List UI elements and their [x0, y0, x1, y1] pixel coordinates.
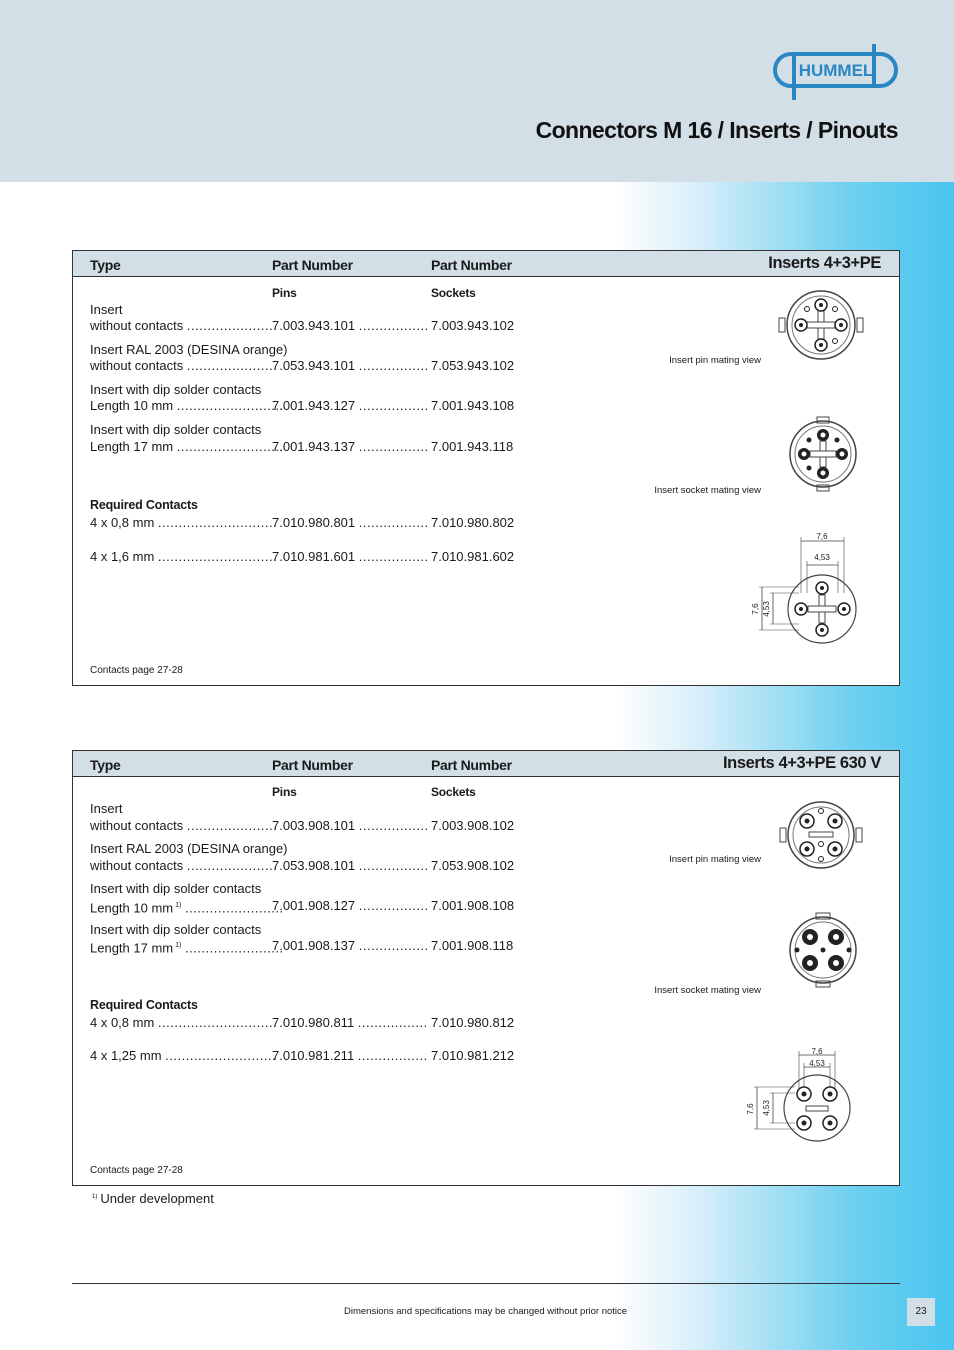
- row-label-line1: Insert: [90, 302, 123, 317]
- pins-part-number: 7.001.943.127: [272, 398, 356, 413]
- sockets-part-number: 7.010.980.802: [431, 515, 515, 530]
- col-header-part-number-sockets: Part Number: [431, 257, 512, 273]
- row-label: Length 17 mm: [90, 940, 174, 956]
- insert-dimension-drawing-icon: [745, 1045, 861, 1159]
- dim-outer-width: 7,6: [811, 1047, 823, 1056]
- row-label-line1: Insert: [90, 801, 123, 816]
- sockets-part-number: 7.001.943.118: [431, 439, 514, 454]
- footnote-ref: 1): [175, 902, 182, 909]
- dim-outer-height: 7,6: [751, 603, 760, 615]
- footnote-ref: 1): [175, 942, 182, 949]
- page-header: [0, 0, 954, 182]
- row-label: Length 17 mm: [90, 439, 174, 454]
- pins-part-number: 7.010.980.811: [272, 1015, 355, 1030]
- row-label-line1: Insert with dip solder contacts: [90, 881, 262, 896]
- contact-label: 4 x 0,8 mm: [90, 515, 155, 530]
- pin-view-caption: Insert pin mating view: [669, 355, 761, 366]
- col-header-part-number-pins: Part Number: [272, 757, 353, 773]
- sockets-part-number: 7.001.943.108: [431, 398, 515, 413]
- pins-part-number: 7.003.908.101: [272, 818, 356, 833]
- inserts-panel-2: Type Part Number Part Number Inserts 4+3+PE 630 V Pins Sockets Insert without contacts ...................... 7.003.908.101 ................. 7.003.908.102 Insert RAL 2003 (DESINA orange) without contacts ...................... 7.053.908.101 ................. 7.053.908.102 Insert with dip solder contacts Length 10 mm $^{1)}$ ........................ 7.001.908.127 ................. 7.001.908.108 Insert with dip solder contacts Length 17 mm $^{1)}$ ........................ 7.001.908.137 ................. 7.001.908.118 Required Contacts 4 x 0,8 mm ............................. 7.010.980.811 ................. 7.010.980.812 4 x 1,25 mm ........................... 7.010.981.211 ................. 7.010.981.212 Contacts page 27-28 Insert pin mating view Insert socket mating view 7,6 4,53 7,6 4,53: [72, 750, 900, 1186]
- contacts-page-note: Contacts page 27-28: [90, 665, 183, 676]
- col-header-type: Type: [90, 257, 121, 273]
- pins-part-number: 7.053.908.101: [272, 858, 356, 873]
- required-contacts-label: Required Contacts: [90, 498, 198, 512]
- col-header-type: Type: [90, 757, 121, 773]
- sockets-part-number: 7.010.981.602: [431, 549, 515, 564]
- footnote-text: Under development: [100, 1191, 214, 1206]
- dim-outer-width: 7,6: [816, 532, 828, 541]
- page-number: 23: [907, 1298, 935, 1326]
- row-label: without contacts: [90, 358, 184, 373]
- pins-part-number: 7.001.943.137: [272, 439, 356, 454]
- sockets-part-number: 7.010.981.212: [431, 1048, 515, 1063]
- pins-part-number: 7.001.908.137: [272, 938, 356, 953]
- row-label: without contacts: [90, 818, 184, 833]
- dim-inner-width: 4,53: [809, 1059, 825, 1068]
- dim-inner-width: 4,53: [814, 553, 830, 562]
- row-label-line1: Insert with dip solder contacts: [90, 922, 262, 937]
- panel-title: Inserts 4+3+PE: [768, 254, 881, 272]
- panel-title: Inserts 4+3+PE 630 V: [722, 754, 881, 772]
- row-label-line1: Insert RAL 2003 (DESINA orange): [90, 841, 288, 856]
- footer-note: Dimensions and specifications may be changed without prior notice: [344, 1306, 628, 1317]
- dim-inner-height: 4,53: [762, 601, 771, 617]
- insert-socket-mating-view-icon: [783, 415, 863, 493]
- row-label: Length 10 mm: [90, 900, 174, 916]
- subheader-sockets: Sockets: [431, 785, 476, 799]
- subheader-pins: Pins: [272, 785, 297, 799]
- pins-part-number: 7.010.981.601: [272, 549, 356, 564]
- subheader-sockets: Sockets: [431, 286, 476, 300]
- row-label-line1: Insert with dip solder contacts: [90, 382, 262, 397]
- pins-part-number: 7.003.943.101: [272, 318, 356, 333]
- pins-part-number: 7.010.981.211: [272, 1048, 355, 1063]
- sockets-part-number: 7.001.908.108: [431, 898, 515, 913]
- row-label: without contacts: [90, 318, 184, 333]
- socket-view-caption: Insert socket mating view: [654, 485, 761, 496]
- sockets-part-number: 7.010.980.812: [431, 1015, 515, 1030]
- sockets-part-number: 7.003.943.102: [431, 318, 515, 333]
- sockets-part-number: 7.053.908.102: [431, 858, 515, 873]
- insert-dimension-drawing-icon: [749, 533, 861, 653]
- subheader-pins: Pins: [272, 286, 297, 300]
- panel-header: [73, 751, 899, 777]
- row-label-line1: Insert RAL 2003 (DESINA orange): [90, 342, 288, 357]
- logo-text: HUMMEL: [798, 61, 874, 80]
- sockets-part-number: 7.003.908.102: [431, 818, 515, 833]
- col-header-part-number-sockets: Part Number: [431, 757, 512, 773]
- dim-inner-height: 4,53: [762, 1100, 771, 1116]
- insert-pin-mating-view-icon: [777, 285, 865, 363]
- contact-label: 4 x 1,25 mm: [90, 1048, 162, 1063]
- page-title: Connectors M 16 / Inserts / Pinouts: [535, 117, 898, 143]
- pins-part-number: 7.053.943.101: [272, 358, 356, 373]
- row-label: without contacts: [90, 858, 184, 873]
- footnote-marker: 1): [92, 1193, 98, 1200]
- pins-part-number: 7.001.908.127: [272, 898, 356, 913]
- inserts-panel-1: Type Part Number Part Number Inserts 4+3+PE Pins Sockets Insert without contacts ...................... 7.003.943.101 ................. 7.003.943.102 Insert RAL 2003 (DESINA orange) without contacts ...................... 7.053.943.101 ................. 7.053.943.102 Insert with dip solder contacts Length 10 mm .......................... 7.001.943.127 ................. 7.001.943.108 Insert with dip solder contacts Length 17 mm .......................... 7.001.943.137 ................. 7.001.943.118 Required Contacts 4 x 0,8 mm ............................. 7.010.980.801 ................. 7.010.980.802 4 x 1,6 mm ............................. 7.010.981.601 ................. 7.010.981.602 Contacts page 27-28 Insert pin mating view Insert socket mating view 7,6 4,53 7,6 4,53: [72, 250, 900, 686]
- insert-socket-mating-view-icon: [783, 911, 863, 989]
- contact-label: 4 x 0,8 mm: [90, 1015, 155, 1030]
- sockets-part-number: 7.053.943.102: [431, 358, 515, 373]
- row-label: Length 10 mm: [90, 398, 174, 413]
- col-header-part-number-pins: Part Number: [272, 257, 353, 273]
- contact-label: 4 x 1,6 mm: [90, 549, 155, 564]
- panel-header: [73, 251, 899, 277]
- required-contacts-label: Required Contacts: [90, 998, 198, 1012]
- dim-outer-height: 7,6: [746, 1103, 755, 1115]
- socket-view-caption: Insert socket mating view: [654, 985, 761, 996]
- footnote: [92, 1191, 214, 1206]
- contacts-page-note: Contacts page 27-28: [90, 1165, 183, 1176]
- hummel-logo-icon: [772, 40, 900, 104]
- sockets-part-number: 7.001.908.118: [431, 938, 514, 953]
- pin-view-caption: Insert pin mating view: [669, 854, 761, 865]
- footer-divider: [72, 1283, 900, 1284]
- row-label-line1: Insert with dip solder contacts: [90, 422, 262, 437]
- pins-part-number: 7.010.980.801: [272, 515, 356, 530]
- insert-pin-mating-view-icon: [777, 797, 865, 873]
